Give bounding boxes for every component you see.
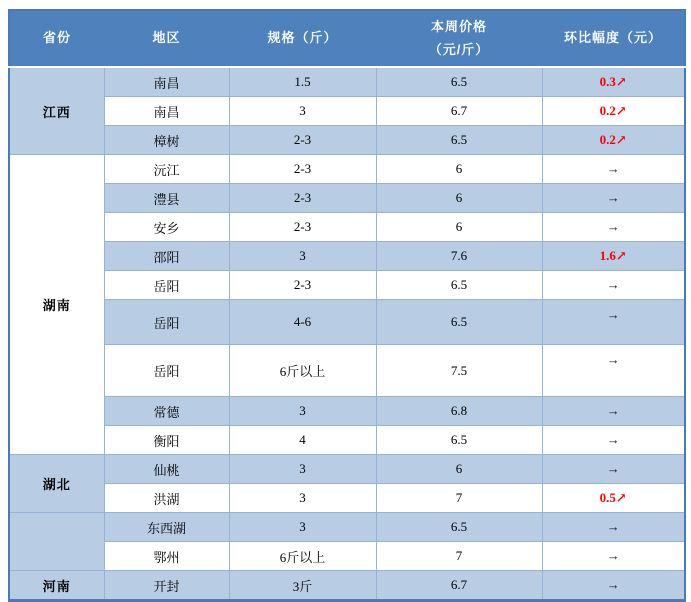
- price-table: [8, 9, 686, 602]
- change-value: 0.5↗: [599, 490, 627, 505]
- table-row: [9, 155, 685, 184]
- change-value: →: [606, 307, 620, 322]
- province-cell: [9, 513, 104, 571]
- header-region: 地区: [104, 10, 229, 67]
- region-cell: 仙桃: [104, 455, 229, 484]
- region-cell: 邵阳: [104, 242, 229, 271]
- change-cell: [542, 126, 685, 155]
- change-value: →: [606, 277, 620, 292]
- header-change: 环比幅度（元）: [542, 10, 685, 67]
- table-row: [9, 426, 685, 455]
- table-row: [9, 300, 685, 345]
- change-cell: [542, 242, 685, 271]
- spec-cell: 6斤以上: [229, 542, 376, 571]
- table-row: [9, 213, 685, 242]
- change-cell: [542, 455, 685, 484]
- change-cell: [542, 484, 685, 513]
- change-value: →: [606, 161, 620, 176]
- table-row: [9, 67, 685, 97]
- spec-cell: 6斤以上: [229, 345, 376, 397]
- price-cell: 7.5: [376, 345, 542, 397]
- region-cell: 岳阳: [104, 271, 229, 300]
- province-cell: 河南: [9, 571, 104, 601]
- change-value: 0.2↗: [599, 103, 627, 118]
- spec-cell: 2-3: [229, 184, 376, 213]
- region-cell: 安乡: [104, 213, 229, 242]
- change-value: 0.2↗: [599, 132, 627, 147]
- change-value: →: [606, 190, 620, 205]
- spec-cell: 4-6: [229, 300, 376, 345]
- region-cell: 衡阳: [104, 426, 229, 455]
- spec-cell: 3斤: [229, 571, 376, 601]
- price-cell: 7.6: [376, 242, 542, 271]
- spec-cell: 4: [229, 426, 376, 455]
- price-cell: 6.5: [376, 271, 542, 300]
- change-cell: [542, 300, 685, 345]
- change-value: →: [606, 548, 620, 563]
- price-cell: 6.7: [376, 571, 542, 601]
- change-cell: [542, 67, 685, 97]
- table-row: [9, 126, 685, 155]
- header-row: [9, 10, 685, 67]
- change-cell: [542, 542, 685, 571]
- change-cell: [542, 97, 685, 126]
- price-cell: 7: [376, 484, 542, 513]
- change-value: →: [606, 519, 620, 534]
- region-cell: 常德: [104, 397, 229, 426]
- change-value: →: [606, 461, 620, 476]
- region-cell: 樟树: [104, 126, 229, 155]
- spec-cell: 1.5: [229, 67, 376, 97]
- price-cell: 6: [376, 455, 542, 484]
- region-cell: 南昌: [104, 97, 229, 126]
- table-row: [9, 513, 685, 542]
- table-row: [9, 571, 685, 601]
- region-cell: 沅江: [104, 155, 229, 184]
- table-row: [9, 455, 685, 484]
- change-cell: [542, 513, 685, 542]
- spec-cell: 3: [229, 484, 376, 513]
- change-value: 1.6↗: [599, 248, 627, 263]
- change-value: →: [606, 219, 620, 234]
- header-province: 省份: [9, 10, 104, 67]
- province-cell: 湖南: [9, 155, 104, 455]
- region-cell: 南昌: [104, 67, 229, 97]
- table-row: [9, 271, 685, 300]
- table-row: [9, 542, 685, 571]
- header-price-line2: （元/斤）: [428, 41, 490, 57]
- change-cell: [542, 271, 685, 300]
- header-price-line1: 本周价格: [430, 19, 487, 35]
- change-cell: [542, 155, 685, 184]
- region-cell: 澧县: [104, 184, 229, 213]
- region-cell: 鄂州: [104, 542, 229, 571]
- table-row: [9, 97, 685, 126]
- table-row: [9, 345, 685, 397]
- change-cell: [542, 426, 685, 455]
- header-price: [376, 10, 542, 67]
- price-cell: 7: [376, 542, 542, 571]
- spec-cell: 2-3: [229, 213, 376, 242]
- change-cell: [542, 397, 685, 426]
- region-cell: 洪湖: [104, 484, 229, 513]
- province-cell: 江西: [9, 67, 104, 155]
- change-cell: [542, 571, 685, 601]
- price-cell: 6.5: [376, 126, 542, 155]
- change-cell: [542, 213, 685, 242]
- spec-cell: 3: [229, 513, 376, 542]
- price-cell: 6: [376, 155, 542, 184]
- price-cell: 6: [376, 213, 542, 242]
- price-cell: 6.8: [376, 397, 542, 426]
- spec-cell: 3: [229, 97, 376, 126]
- change-value: →: [606, 403, 620, 418]
- region-cell: 岳阳: [104, 345, 229, 397]
- price-cell: 6.5: [376, 300, 542, 345]
- price-cell: 6.5: [376, 67, 542, 97]
- spec-cell: 3: [229, 455, 376, 484]
- price-cell: 6.7: [376, 97, 542, 126]
- table-row: [9, 242, 685, 271]
- table-row: [9, 397, 685, 426]
- change-value: →: [606, 432, 620, 447]
- change-value: →: [606, 577, 620, 592]
- table-row: [9, 484, 685, 513]
- price-cell: 6.5: [376, 513, 542, 542]
- price-cell: 6: [376, 184, 542, 213]
- province-cell: 湖北: [9, 455, 104, 513]
- spec-cell: 2-3: [229, 155, 376, 184]
- region-cell: 开封: [104, 571, 229, 601]
- change-cell: [542, 184, 685, 213]
- spec-cell: 3: [229, 397, 376, 426]
- header-spec: 规格（斤）: [229, 10, 376, 67]
- table-row: [9, 184, 685, 213]
- change-value: →: [606, 352, 620, 367]
- region-cell: 岳阳: [104, 300, 229, 345]
- spec-cell: 3: [229, 242, 376, 271]
- spec-cell: 2-3: [229, 126, 376, 155]
- spec-cell: 2-3: [229, 271, 376, 300]
- region-cell: 东西湖: [104, 513, 229, 542]
- change-value: 0.3↗: [599, 74, 627, 89]
- price-cell: 6.5: [376, 426, 542, 455]
- change-cell: [542, 345, 685, 397]
